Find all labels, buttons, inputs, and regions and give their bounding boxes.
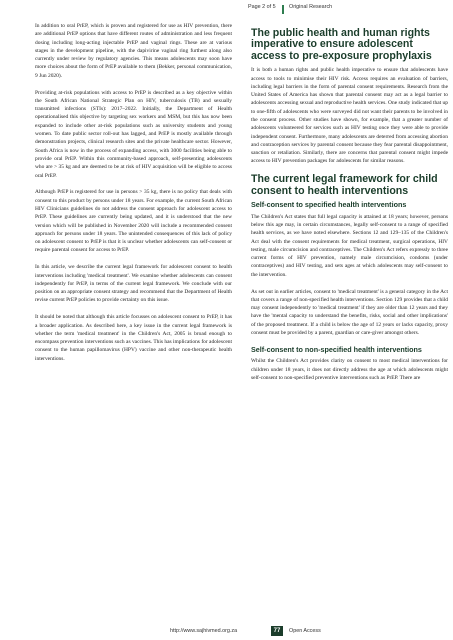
section-heading: The current legal framework for child consent to health interventions	[251, 173, 438, 197]
journal-url[interactable]: http://www.sajhivmed.org.za	[170, 628, 238, 634]
page-label: Page 2 of 5	[248, 4, 276, 10]
page-footer	[0, 626, 453, 638]
paragraph: The Children's Act states that full legal capacity is attained at 18 years; however, persons below this age may, in certain circumstances, legally self-consent to a range of specified health services, as we have noted elsewhere. Sections 12 and 129–135 of the Children's Act deal with the consent requirements for medical treatment, surgical operations, HIV testing, male circumcision and contraceptives. The Children's Act refers expressly to three current forms of HIV prevention, namely male circumcision, condoms (under contraceptives) and HIV testing, and sets ages at which adolescents may self-consent to the intervention.	[251, 213, 448, 278]
page-number: 77	[271, 626, 283, 636]
right-column	[251, 22, 448, 391]
left-column	[35, 22, 232, 371]
subsection-heading: Self-consent to non-specified health interventions	[251, 344, 422, 354]
paragraph: It is both a human rights and public health imperative to ensure that adolescents have access to tools to minimise their HIV risk. Access requires an evaluation of barriers, including legal barriers in the form of parental consent requirements. Research from the United States of America has shown that parental consent may act as a legal barrier to adolescents accessing sexual and reproductive health services. One study indicated that up to one-fifth of adolescents who were surveyed did not want their parents to be involved in the consent process. Other studies have shown, for example, that a greater number of adolescents volunteered for services such as HIV testing once they were able to provide independent consent. Furthermore, many adolescents are deterred from accessing abortion and contraception services by parental consent because they fear parental disappointment, sanction or retaliation. Similarly, there are concerns that parental consent might impede access to HIV prevention packages for adolescents for similar reasons.	[251, 67, 448, 165]
paragraph: Although PrEP is registered for use in persons > 35 kg, there is no policy that deals with consent to this product by persons under 18 years. For example, the current South African HIV Clinicians guidelines do not address the consent approach for adolescent access to PrEP. These guidelines are currently being updated, and it is understood that the new version which will be published in November 2020 will include a recommended consent approach for persons under 18 years. The unintended consequences of this lack of policy on adolescent consent to PrEP is that it is unclear whether adolescents can self-consent or require parental consent for access to PrEP.	[35, 189, 232, 254]
paragraph: It should be noted that although this article focusses on adolescent consent to PrEP, it has a broader application. As described here, a key issue in the current legal framework is whether the term 'medical treatment' in the Children's Act, 2005 is broad enough to encompass prevention interventions such as vaccines. This has implications for adolescent consent to the human papillomavirus (HPV) vaccine and other non-therapeutic health interventions.	[35, 314, 232, 362]
subsection-heading: Self-consent to specified health interventions	[251, 200, 407, 210]
section-heading: The public health and human rights imperative to ensure adolescent access to pre-exposure prophylaxis	[251, 27, 432, 62]
paragraph: Whilst the Children's Act provides clarity on consent to most medical interventions for children under 18 years, it does not directly address the age at which adolescents might self-consent to non-specified preventive interventions such as PrEP. There are	[251, 358, 448, 382]
paragraph: In this article, we describe the current legal framework for adolescent consent to health interventions including 'medical treatment'. We examine whether adolescents can consent independently for PrEP, in terms of the current legal framework. We conclude with our position on an appropriate consent strategy and recommend that the Department of Health revise current PrEP policies to provide certainty on this issue.	[35, 264, 232, 304]
paragraph: As set out in earlier articles, consent to 'medical treatment' is a general category in the Act that covers a range of non-specified health interventions. Section 129 provides that a child may consent independently to 'medical treatment' if they are older than 12 years and they have the 'mental capacity to understand the benefits, risks, social and other implications' of the proposed treatment. If a child is below the age of 12 years or lacks capacity, proxy consent must be provided by a parent, guardian or care-giver amongst others.	[251, 288, 448, 337]
section-label: Original Research	[289, 4, 333, 10]
paragraph: Providing at-risk populations with access to PrEP is described as a key objective within the South African National Strategic Plan on HIV, tuberculosis (TB) and sexually transmitted infections (STIs): 2017–2022. Initially, the Department of Health operationalised this objective by targeting sex workers and MSM, but this has now been expanded to include other at-risk populations such as university students and young women. To date public sector roll-out has lagged, and PrEP is mostly available through demonstration projects, clinical research sites and the private healthcare sector. However, South Africa is now in the process of expanding access, with 3000 facilities being able to provide oral PrEP. Within this community-based approach, self-presenting adolescents who are > 35 kg and are deemed to be at risk of HIV acquisition will be eligible to access oral PrEP.	[35, 89, 232, 179]
header-divider	[282, 5, 284, 14]
open-access-label: Open Access	[289, 628, 321, 634]
page-header	[0, 4, 453, 18]
paragraph: In addition to oral PrEP, which is proven and registered for use as HIV prevention, there are additional PrEP options that have different routes of administration and less frequent dosing including long-acting injectable PrEP and vaginal rings. These are at various stages in the development pipeline, with the dapivirine vaginal ring furthest along also currently under review by regulatory agencies. This means adolescents may soon have more choices about the form of PrEP available to them (Bekker, personal communication, 9 Jun 2020).	[35, 23, 232, 79]
